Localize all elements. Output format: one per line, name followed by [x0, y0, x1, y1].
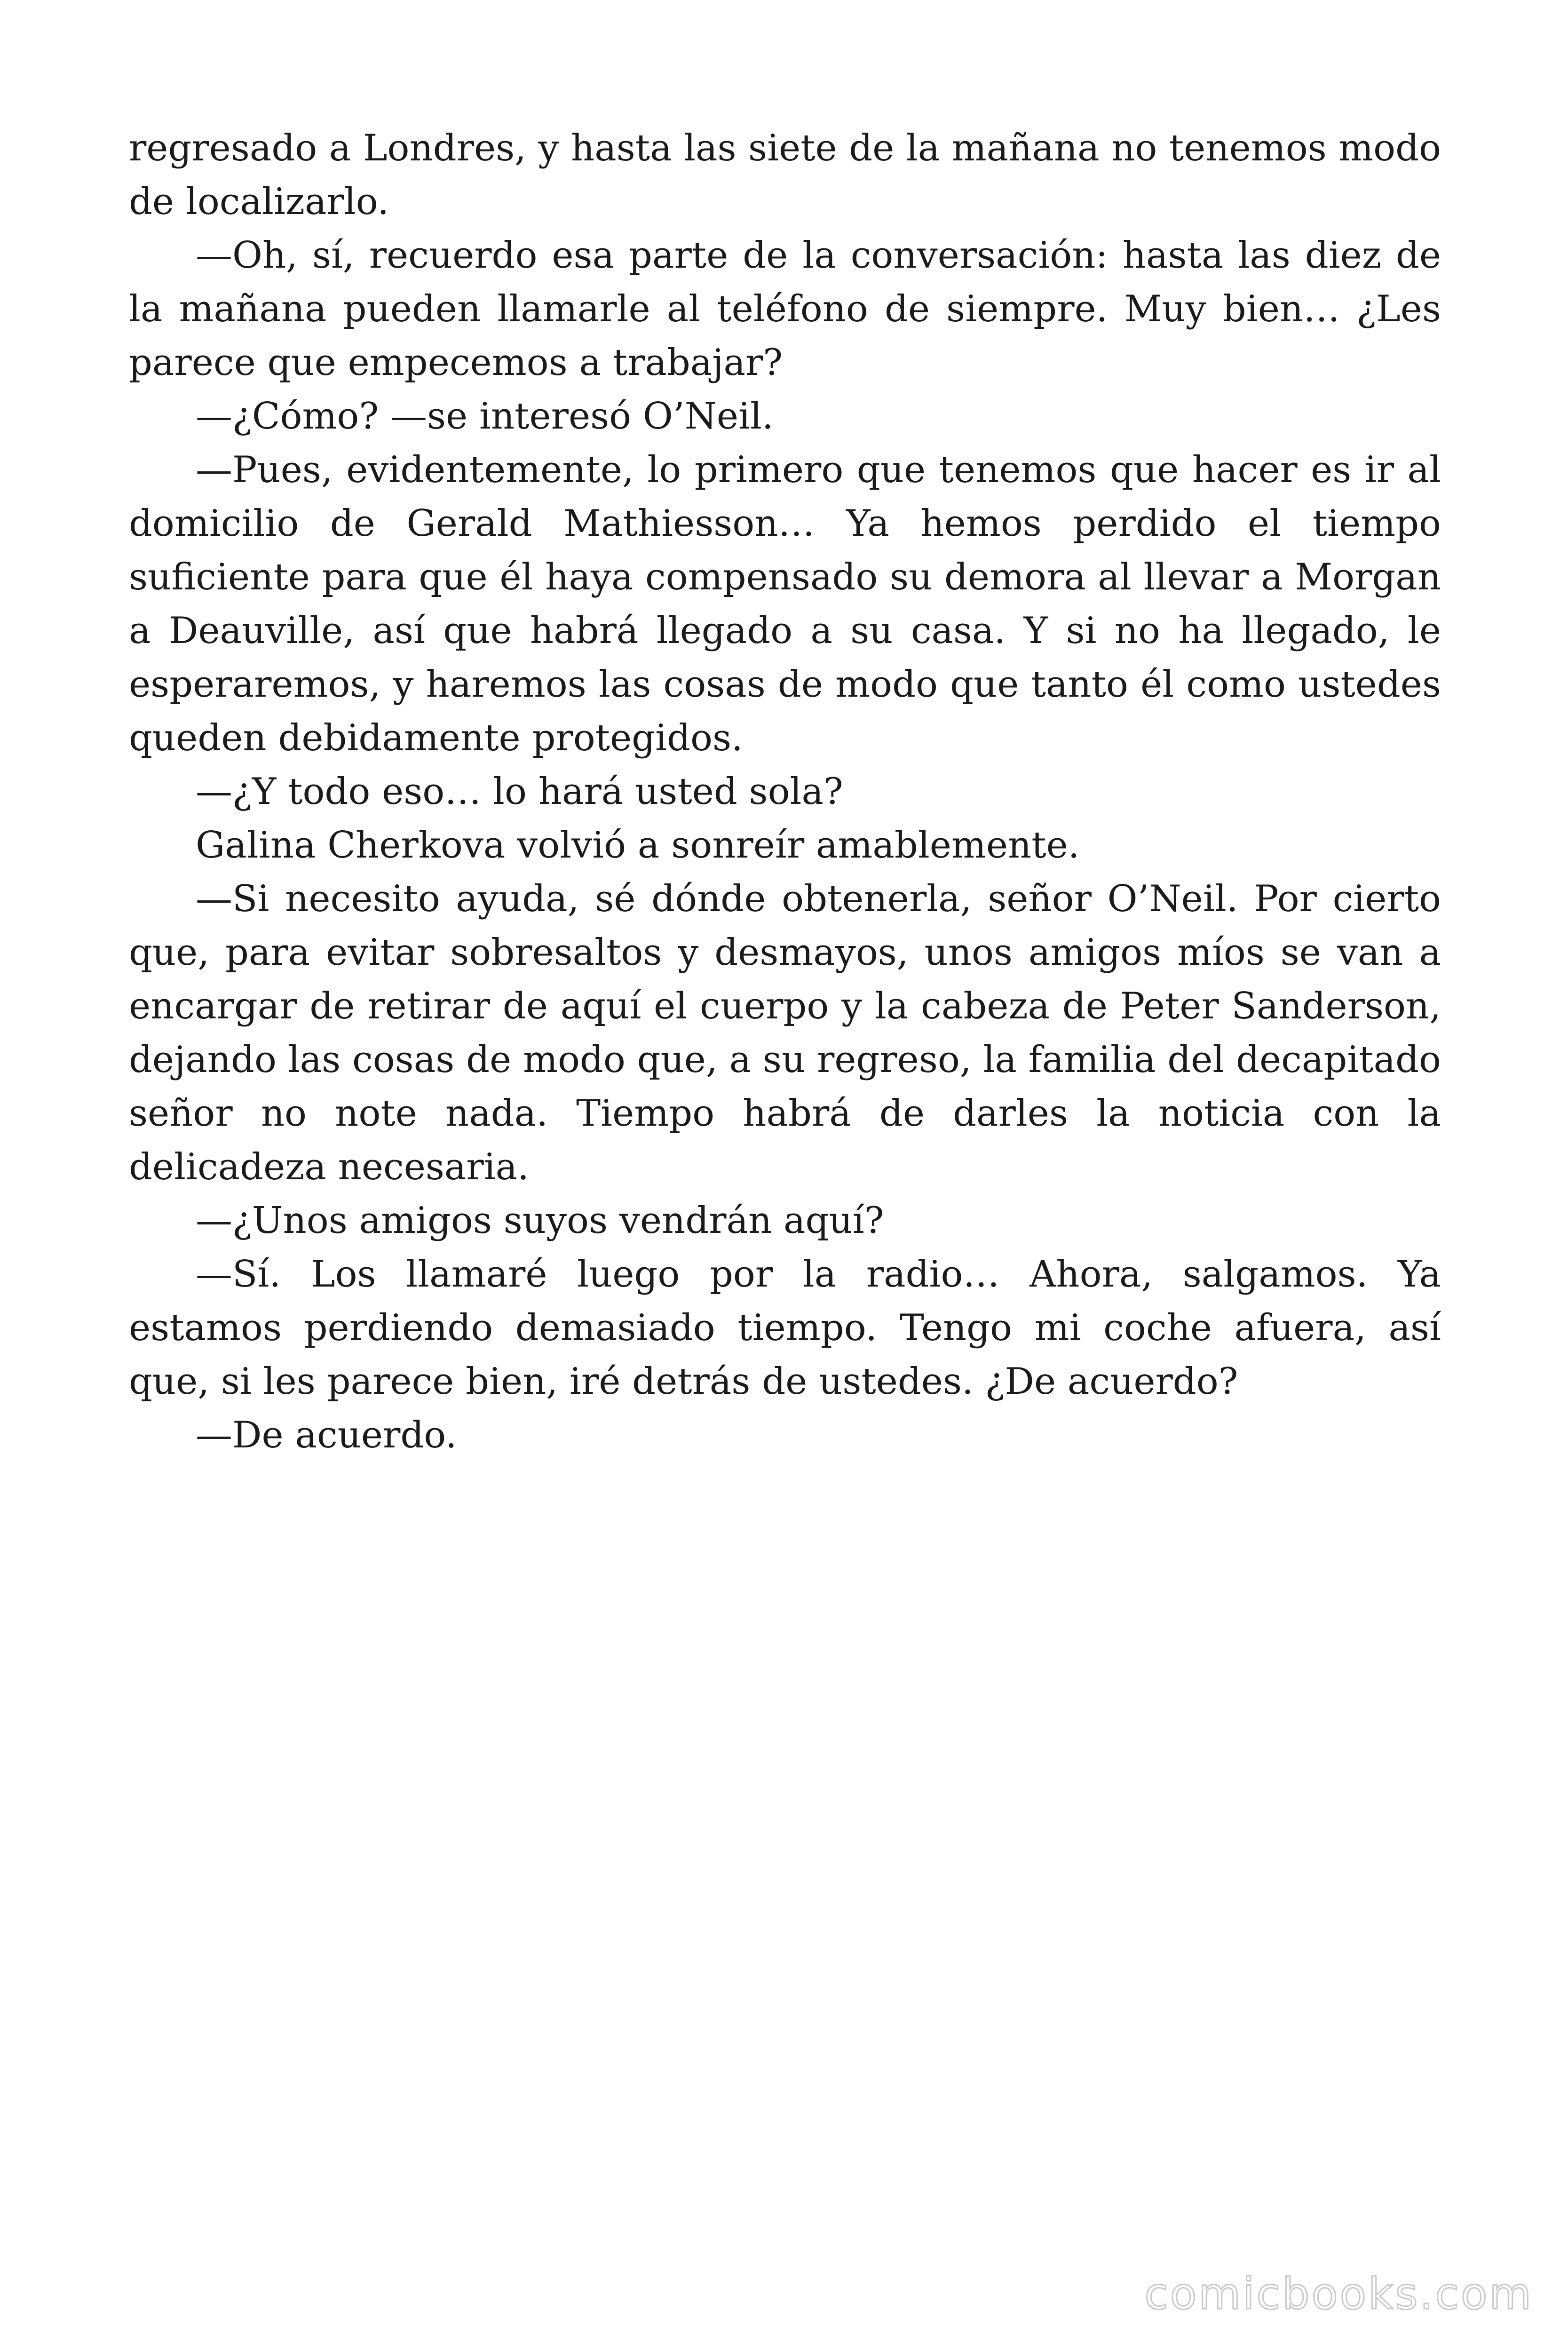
paragraph-10: —De acuerdo.	[196, 1414, 457, 1456]
paragraph-8: —¿Unos amigos suyos vendrán aquí?	[196, 1200, 884, 1242]
paragraph-1: regresado a Londres, y hasta las siete de la mañana no tenemos modo de localizarlo.	[129, 127, 1441, 223]
book-page-body	[129, 121, 1441, 1462]
paragraph-2: —Oh, sí, recuerdo esa parte de la conversación: hasta las diez de la mañana pueden llamarle al teléfono de siempre. Muy bien… ¿Les parece que empecemos a trabajar?	[129, 234, 1441, 384]
paragraph-6: Galina Cherkova volvió a sonreír amablemente.	[196, 824, 1080, 866]
paragraph-9: —Sí. Los llamaré luego por la radio… Ahora, salgamos. Ya estamos perdiendo demasiado tiempo. Tengo mi coche afuera, así que, si les parece bien, iré detrás de ustedes. ¿De acuerdo?	[129, 1253, 1441, 1403]
site-watermark: comicbooks.com	[1144, 2269, 1533, 2319]
paragraph-7: —Si necesito ayuda, sé dónde obtenerla, señor O’Neil. Por cierto que, para evitar sobresaltos y desmayos, unos amigos míos se van a encargar de retirar de aquí el cuerpo y la cabeza de Peter Sanderson, dejando las cosas de modo que, a su regreso, la familia del decapitado señor no note nada. Tiempo habrá de darles la noticia con la delicadeza necesaria.	[129, 878, 1441, 1188]
paragraph-4: —Pues, evidentemente, lo primero que tenemos que hacer es ir al domicilio de Gerald Mathiesson… Ya hemos perdido el tiempo suficiente para que él haya compensado su demora al llevar a Morgan a Deauville, así que habrá llegado a su casa. Y si no ha llegado, le esperaremos, y haremos las cosas de modo que tanto él como ustedes queden debidamente protegidos.	[129, 449, 1441, 759]
paragraph-3: —¿Cómo? —se interesó O’Neil.	[196, 395, 774, 437]
paragraph-5: —¿Y todo eso… lo hará usted sola?	[196, 771, 843, 813]
